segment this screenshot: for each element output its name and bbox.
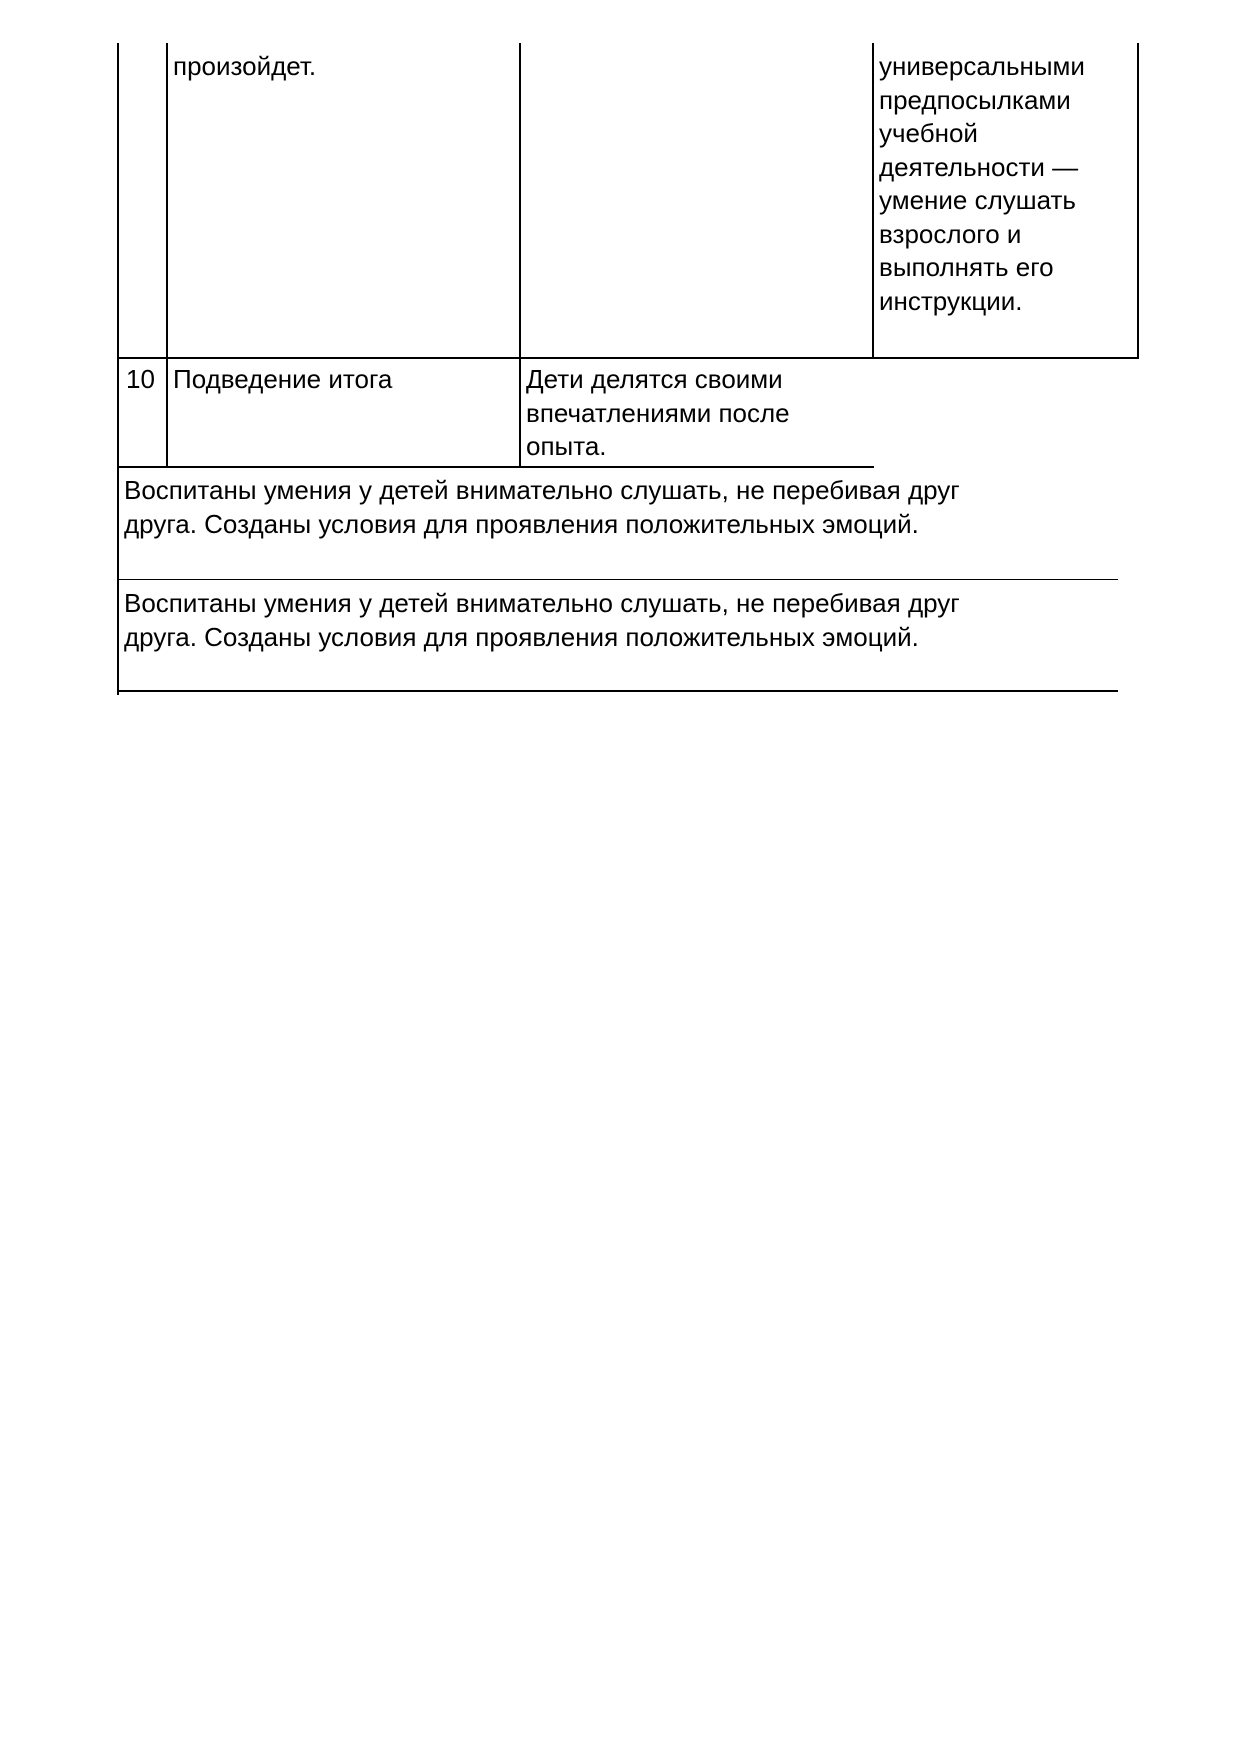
table-left-border [117,43,119,695]
column-divider-3 [872,43,874,359]
row-10-number: 10 [126,364,155,394]
summary-block-1: Воспитаны умения у детей внимательно слушать, не перебивая друг друга. Созданы условия для проявления положительных эмоций. [124,475,960,539]
continued-row-result: универсальными предпосылками учебной деятельности — умение слушать взрослого и выполнять его инструкции. [879,51,1085,316]
column-divider-1 [166,43,168,467]
column-divider-2 [519,43,521,467]
continued-row-activity: произойдет. [173,51,317,81]
row-10-stage: Подведение итога [173,364,393,394]
row-10-activity: Дети делятся своими впечатлениями после опыта. [526,364,790,461]
summary-block-2: Воспитаны умения у детей внимательно слушать, не перебивая друг друга. Созданы условия для проявления положительных эмоций. [124,588,960,652]
row-divider-1 [117,357,1139,359]
row-divider-2 [117,466,874,468]
summary-divider [117,579,1118,580]
table-right-border [1137,43,1139,359]
summary-bottom-border [117,690,1118,692]
